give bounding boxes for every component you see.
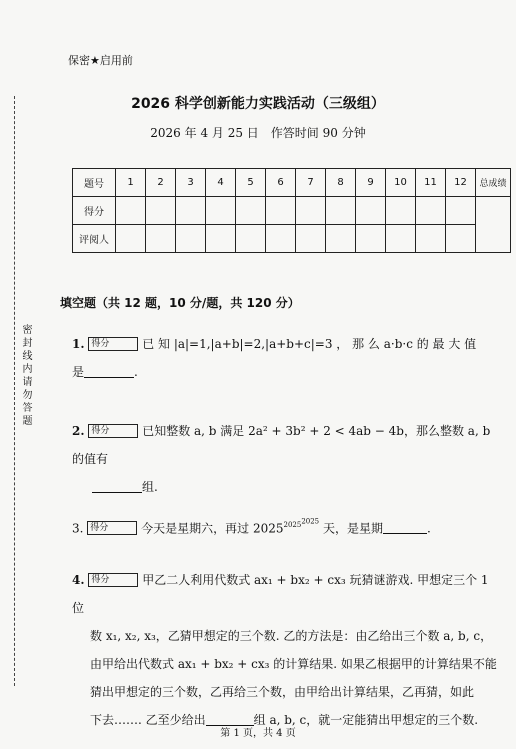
column-number: 2 — [146, 169, 176, 197]
seal-note: 密封线内请勿答题 — [20, 324, 31, 428]
question-number: 1. — [72, 337, 85, 351]
grader-cell[interactable] — [116, 225, 146, 253]
grader-cell[interactable] — [386, 225, 416, 253]
question-number: 2. — [72, 424, 85, 438]
column-number: 3 — [176, 169, 206, 197]
question-2 — [72, 417, 502, 501]
column-number: 11 — [416, 169, 446, 197]
question-text: 下去……. 乙至少给出 — [90, 713, 206, 727]
grader-cell[interactable] — [236, 225, 266, 253]
score-cell[interactable] — [296, 197, 326, 225]
grader-cell[interactable] — [296, 225, 326, 253]
score-box: 得分 — [87, 521, 137, 535]
question-text: . — [426, 521, 431, 536]
column-number: 10 — [386, 169, 416, 197]
score-cell[interactable] — [326, 197, 356, 225]
seal-dashed-line — [14, 96, 15, 686]
power-exponent: 2025 — [283, 521, 302, 530]
answer-blank[interactable] — [84, 365, 134, 378]
score-box: 得分 — [88, 573, 138, 587]
score-cell[interactable] — [386, 197, 416, 225]
answer-blank[interactable] — [92, 480, 142, 493]
grader-cell[interactable] — [446, 225, 476, 253]
score-table — [72, 168, 511, 253]
column-number: 5 — [236, 169, 266, 197]
section-title: 填空题（共 12 题，10 分/题，共 120 分） — [60, 296, 300, 310]
question-text: 甲乙二人利用代数式 ax₁ + bx₂ + cx₃ 玩猜谜游戏. 甲想定三个 1 位 — [72, 573, 489, 615]
question-text: 今天是星期六，再过 — [141, 521, 253, 536]
question-3 — [72, 508, 502, 542]
question-text: 猜出甲想定的三个数，乙再给三个数，由甲给出计算结果，乙再猜，如此 — [90, 685, 475, 699]
score-cell[interactable] — [446, 197, 476, 225]
score-cell[interactable] — [176, 197, 206, 225]
exam-subtitle: 2026 年 4 月 25 日 作答时间 90 分钟 — [150, 126, 366, 140]
total-score-cell[interactable] — [476, 197, 511, 253]
question-4 — [72, 566, 502, 734]
power-exponent-nested: 2025 — [301, 518, 320, 526]
power-base: 2025 — [252, 521, 284, 536]
score-cell[interactable] — [356, 197, 386, 225]
row-label: 评阅人 — [73, 225, 116, 253]
score-table-row-number — [73, 169, 511, 197]
score-box: 得分 — [88, 337, 138, 351]
grader-cell[interactable] — [146, 225, 176, 253]
grader-cell[interactable] — [266, 225, 296, 253]
question-number: 3. — [72, 521, 84, 536]
column-number: 1 — [116, 169, 146, 197]
score-cell[interactable] — [116, 197, 146, 225]
confidential-label: 保密★启用前 — [68, 54, 133, 67]
grader-cell[interactable] — [416, 225, 446, 253]
column-number: 6 — [266, 169, 296, 197]
column-number: 4 — [206, 169, 236, 197]
score-cell[interactable] — [146, 197, 176, 225]
grader-cell[interactable] — [356, 225, 386, 253]
row-label: 题号 — [73, 169, 116, 197]
score-cell[interactable] — [416, 197, 446, 225]
question-text: 由甲给出代数式 ax₁ + bx₂ + cx₃ 的计算结果. 如果乙根据甲的计算结果不能 — [90, 657, 497, 671]
exam-title: 2026 科学创新能力实践活动（三级组） — [131, 96, 385, 112]
column-number: 12 — [446, 169, 476, 197]
score-cell[interactable] — [206, 197, 236, 225]
score-cell[interactable] — [266, 197, 296, 225]
question-text: 组 a, b, c，就一定能猜出甲想定的三个数. — [253, 713, 479, 727]
score-box: 得分 — [88, 424, 138, 438]
question-text: 已知整数 a, b 满足 2a² + 3b² + 2 < 4ab − 4b，那么整数 a, b 的值有 — [72, 424, 491, 466]
question-text: 是 — [72, 365, 85, 379]
column-number: 7 — [296, 169, 326, 197]
question-number: 4. — [72, 573, 85, 587]
row-label: 得分 — [73, 197, 116, 225]
question-1 — [72, 330, 502, 386]
score-table-row-score — [73, 197, 511, 225]
answer-blank[interactable] — [383, 521, 427, 534]
question-text: 组. — [142, 480, 158, 494]
grader-cell[interactable] — [176, 225, 206, 253]
grader-cell[interactable] — [326, 225, 356, 253]
total-score-header: 总成绩 — [476, 169, 511, 197]
page-number: 第 1 页，共 4 页 — [220, 728, 296, 739]
question-text: 数 x₁, x₂, x₃，乙猜甲想定的三个数. 乙的方法是：由乙给出三个数 a, b, c， — [90, 629, 493, 643]
question-text: 已 知 |a|=1,|a+b|=2,|a+b+c|=3 ， 那 么 a·b·c 的 最 大 值 — [142, 337, 477, 351]
score-cell[interactable] — [236, 197, 266, 225]
column-number: 8 — [326, 169, 356, 197]
column-number: 9 — [356, 169, 386, 197]
question-text: . — [134, 365, 138, 379]
grader-cell[interactable] — [206, 225, 236, 253]
question-text: 天，是星期 — [319, 521, 383, 536]
score-table-row-grader — [73, 225, 511, 253]
